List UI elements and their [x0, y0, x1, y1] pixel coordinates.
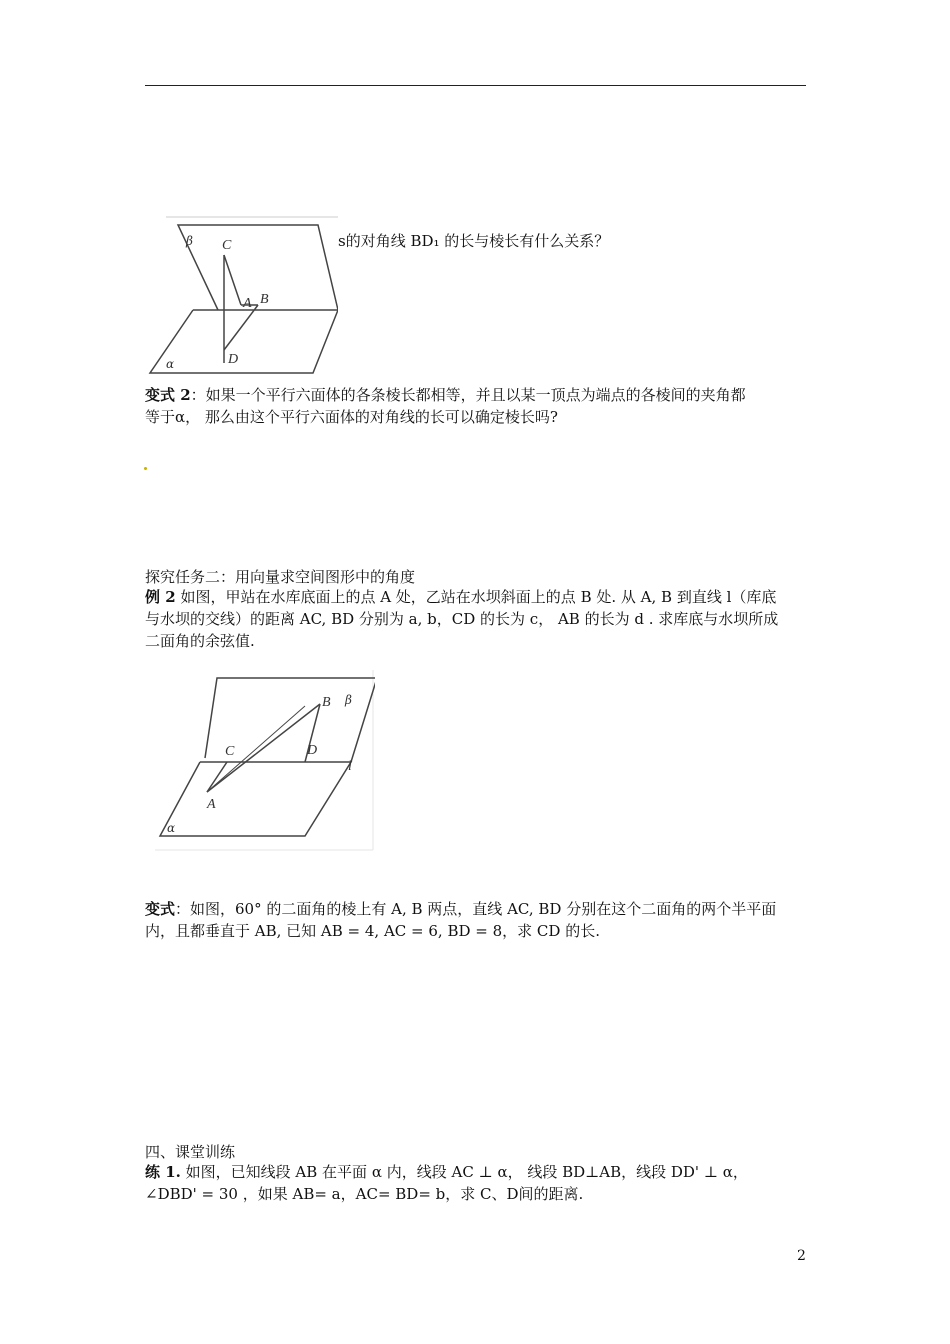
example2-text1: 如图，甲站在水库底面上的点 A 处，乙站在水坝斜面上的点 B 处. 从 A, B 到直线 l（库底: [175, 588, 777, 606]
page-number: 2: [797, 1248, 806, 1264]
example2-line2: 与水坝的交线）的距离 AC, BD 分别为 a, b，CD 的长为 c， AB 的长为 d . 求库底与水坝所成: [145, 610, 779, 628]
example2-line3: 二面角的余弦值.: [145, 632, 255, 650]
figure-dihedral-1: [138, 185, 338, 380]
fig1-label-beta: β: [186, 234, 193, 248]
exercise1-tag: 练 1.: [145, 1163, 181, 1181]
fig1-label-alpha: α: [166, 357, 175, 371]
exercise1-text1: 如图，已知线段 AB 在平面 α 内，线段 AC ⊥ α， 线段 BD⊥AB，线段 DD' ⊥ α，: [180, 1163, 748, 1181]
stray-dot: [144, 467, 147, 470]
variant-tag: 变式: [145, 900, 176, 918]
example2-line1: [145, 587, 776, 607]
variant-line1: [145, 899, 776, 919]
fig2-label-alpha: α: [167, 821, 176, 835]
fig2-label-beta: β: [345, 693, 352, 707]
question-line: s的对角线 BD₁ 的长与棱长有什么关系？: [338, 232, 610, 250]
figure-dam: [155, 670, 375, 855]
exercise1-line1: [145, 1162, 748, 1182]
fig2-label-c: C: [225, 744, 235, 759]
section4-heading: 四、课堂训练: [145, 1143, 236, 1161]
fig1-label-c: C: [222, 238, 232, 253]
variant2-text1: ：如果一个平行六面体的各条棱长都相等，并且以某一顶点为端点的各棱间的夹角都: [190, 386, 746, 404]
fig1-label-b: B: [260, 292, 269, 307]
fig2-label-b: B: [322, 695, 331, 710]
variant2-tag: 变式 2: [145, 386, 191, 404]
task2-heading: 探究任务二：用向量求空间图形中的角度: [145, 568, 416, 586]
fig1-label-d: D: [228, 352, 239, 367]
header-rule: [145, 85, 806, 86]
variant2-line1: [145, 385, 746, 405]
fig1-label-a: A: [243, 296, 252, 311]
variant-line2: 内，且都垂直于 AB, 已知 AB = 4, AC = 6, BD = 8，求 CD 的长.: [145, 922, 600, 940]
fig2-label-d: D: [307, 743, 318, 758]
fig2-label-l: l: [348, 759, 352, 774]
fig2-label-a: A: [207, 797, 216, 812]
variant-text1: ：如图，60° 的二面角的棱上有 A, B 两点，直线 AC, BD 分别在这个二面角的两个半平面: [175, 900, 777, 918]
example2-tag: 例 2: [145, 588, 176, 606]
exercise1-line2: ∠DBD' = 30 ，如果 AB= a，AC= BD= b，求 C、D间的距离.: [145, 1185, 584, 1203]
variant2-line2: 等于α， 那么由这个平行六面体的对角线的长可以确定棱长吗?: [145, 408, 558, 426]
